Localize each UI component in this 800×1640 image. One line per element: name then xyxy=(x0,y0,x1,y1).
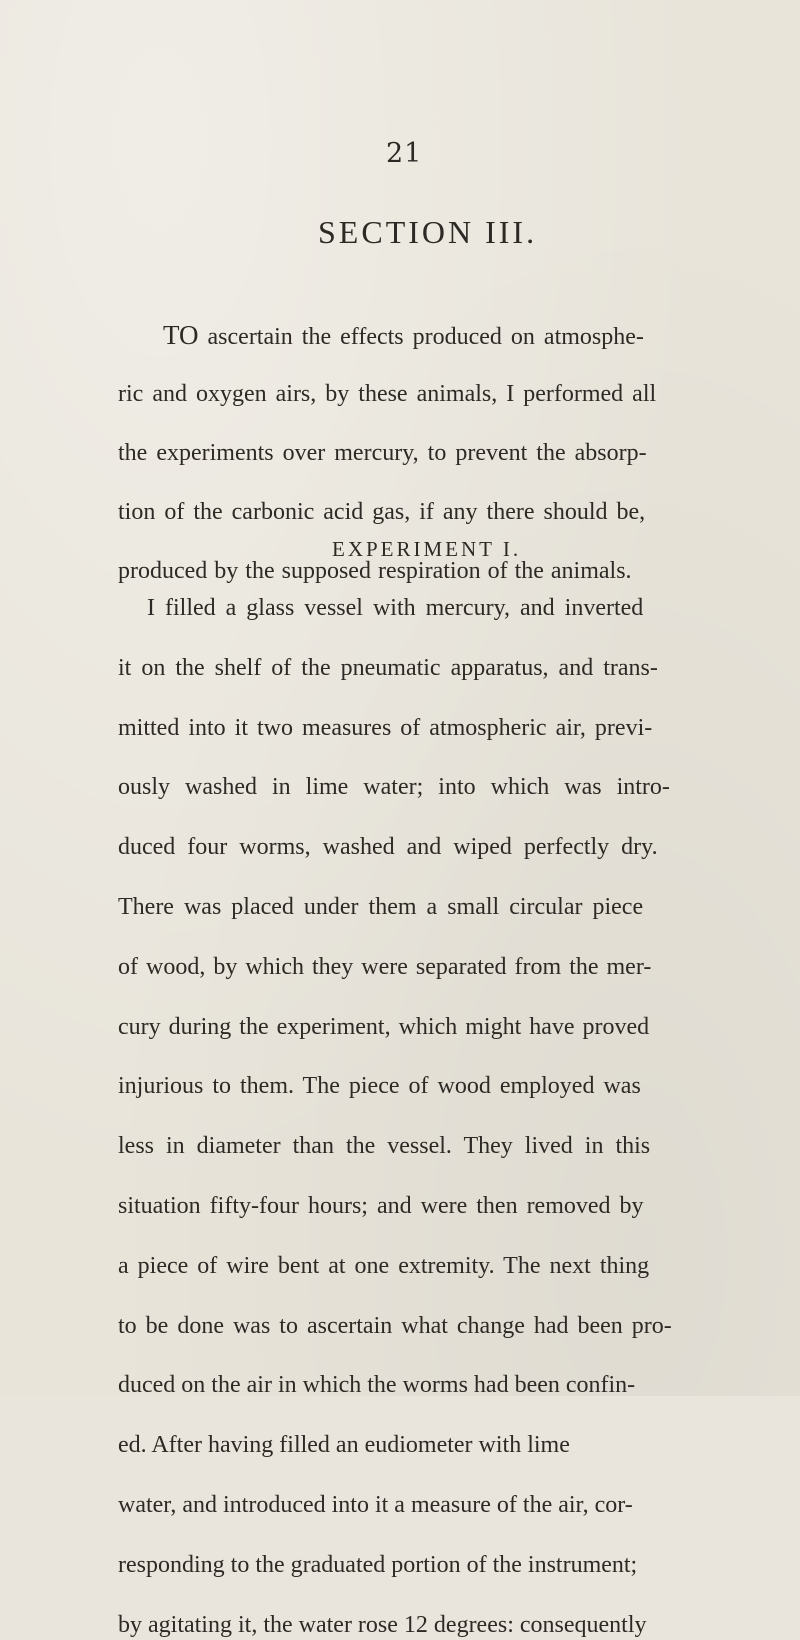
paragraph-1-line-1 xyxy=(163,320,644,352)
paragraph-1-lead-word: TO xyxy=(163,320,199,350)
paragraph-1-line-5: produced by the supposed respiration of the animals. xyxy=(118,558,632,584)
paragraph-2-line-15: ed. After having filled an eudiometer with lime xyxy=(118,1432,570,1458)
paragraph-2-line-10: less in diameter than the vessel. They lived in this xyxy=(118,1133,651,1159)
paragraph-1-line-3: the experiments over mercury, to prevent the absorp- xyxy=(118,440,647,466)
paragraph-2-line-12: a piece of wire bent at one extremity. The next thing xyxy=(118,1253,650,1279)
paragraph-2-line-16: water, and introduced into it a measure of the air, cor- xyxy=(118,1492,633,1518)
paragraph-2-line-5: duced four worms, washed and wiped perfectly dry. xyxy=(118,834,658,860)
paragraph-2-line-6: There was placed under them a small circular piece xyxy=(118,894,644,920)
paragraph-2-line-7: of wood, by which they were separated from the mer- xyxy=(118,954,652,980)
paragraph-1-line-4: tion of the carbonic acid gas, if any there should be, xyxy=(118,499,646,525)
paragraph-2-line-9: injurious to them. The piece of wood employed was xyxy=(118,1073,641,1099)
paragraph-2-line-14: duced on the air in which the worms had been confin- xyxy=(118,1372,636,1398)
paragraph-2-line-1: I filled a glass vessel with mercury, and inverted xyxy=(147,595,644,621)
paragraph-2-line-17: responding to the graduated portion of the instrument; xyxy=(118,1552,638,1578)
page-number: 21 xyxy=(386,138,423,169)
paragraph-2-line-11: situation fifty-four hours; and were then removed by xyxy=(118,1193,644,1219)
section-heading: SECTION III. xyxy=(318,214,538,250)
paragraph-2-line-18: by agitating it, the water rose 12 degrees: consequently xyxy=(118,1612,647,1638)
paragraph-2-line-2: it on the shelf of the pneumatic apparatus, and trans- xyxy=(118,655,658,681)
paragraph-1-line-1-text: ascertain the effects produced on atmosphe- xyxy=(198,324,644,350)
paragraph-2-line-3: mitted into it two measures of atmospheric air, previ- xyxy=(118,715,653,741)
experiment-heading: EXPERIMENT I. xyxy=(332,537,522,561)
paragraph-2-line-13: to be done was to ascertain what change had been pro- xyxy=(118,1313,672,1339)
paragraph-1-line-2: ric and oxygen airs, by these animals, I performed all xyxy=(118,381,657,407)
paragraph-2-line-4: ously washed in lime water; into which was intro- xyxy=(118,774,670,800)
paragraph-2-line-8: cury during the experiment, which might have proved xyxy=(118,1014,650,1040)
